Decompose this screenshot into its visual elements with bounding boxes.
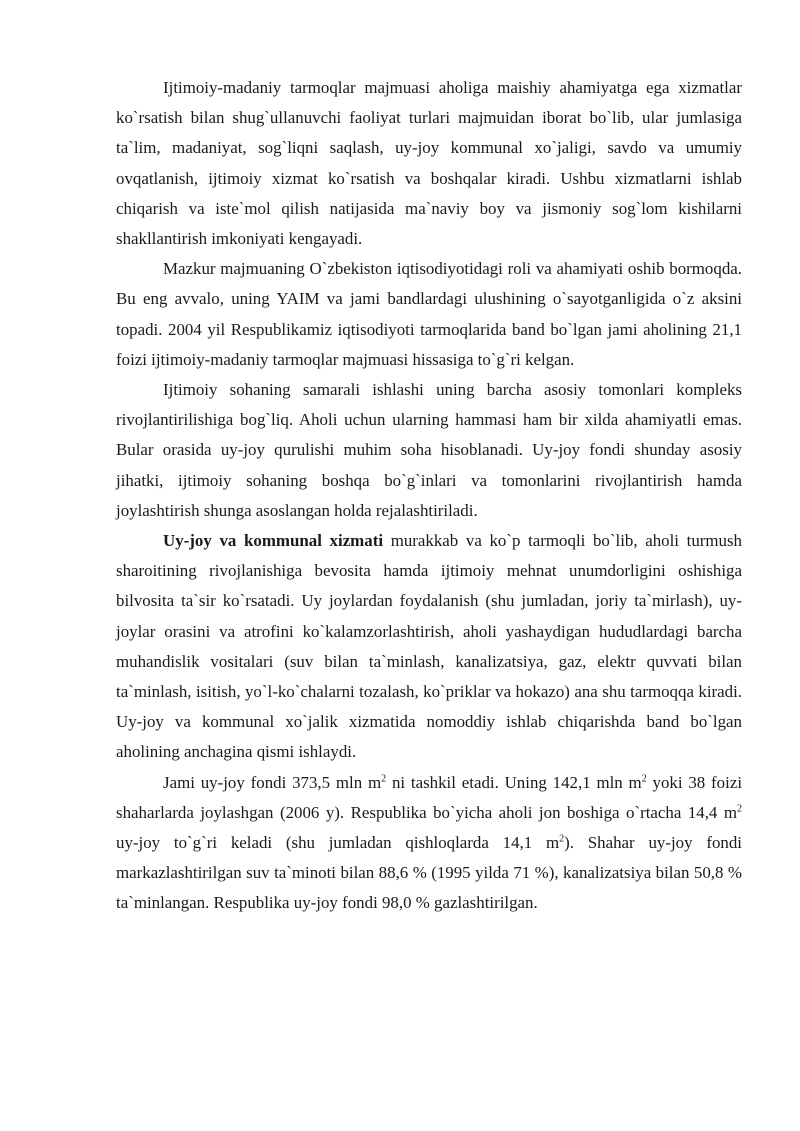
paragraph-text: Jami uy-joy fondi 373,5 mln m bbox=[163, 772, 382, 792]
superscript: 2 bbox=[737, 803, 742, 815]
paragraph-text: Ijtimoiy sohaning samarali ishlashi uning barcha asosiy tomonlari kompleks rivojlantirilishiga bog`liq. Aholi uchun ularning hammasi ham bir xilda ahamiyatli emas. Bular orasida uy-joy qurulishi muhim soha hisoblanadi. Uy-joy fondi shunday asosiy jihatki, ijtimoiy sohaning boshqa bo`g`inlari va tomonlarini rivojlantirish hamda joylashtirish shunga asoslangan holda rejalashtiriladi. bbox=[116, 380, 742, 520]
document-page bbox=[116, 73, 742, 919]
paragraph-text: yoki 38 foizi shaharlarda joylashgan (2006 y). Respublika bo`yicha aholi jon boshiga o`rtacha 14,4 m bbox=[116, 772, 743, 822]
paragraph-text: murakkab va ko`p tarmoqli bo`lib, aholi turmush sharoitining rivojlanishiga bevosita hamda ijtimoiy mehnat unumdorligini oshishiga bilvosita ta`sir ko`rsatadi. Uy joylardan foydalanish (shu jumladan, joriy ta`mirlash), uy-joylar orasini va atrofini ko`kalamzorlashtirish, aholi yashaydigan hududlardagi barcha muhandislik vositalari (suv bilan ta`minlash, kanalizatsiya, gaz, elektr quvvati bilan ta`minlash, isitish, yo`l-ko`chalarni tozalash, ko`priklar va hokazo) ana shu tarmoqqa kiradi. Uy-joy va kommunal xo`jalik xizmatida nomoddiy ishlab chiqarishda band bo`lgan aholining anchagina qismi ishlaydi. bbox=[116, 531, 743, 762]
paragraph bbox=[116, 768, 742, 919]
paragraph-text: Ijtimoiy-madaniy tarmoqlar majmuasi aholiga maishiy ahamiyatga ega xizmatlar ko`rsatish bilan shug`ullanuvchi faoliyat turlari majmuidan iborat bo`lib, ular jumlasiga ta`lim, madaniyat, sog`liqni saqlash, uy-joy kommunal xo`jaligi, savdo va umumiy ovqatlanish, ijtimoiy xizmat ko`rsatish va boshqalar kiradi. Ushbu xizmatlarni ishlab chiqarish va iste`mol qilish natijasida ma`naviy boy va jismoniy sog`lom kishilarni shakllantirish imkoniyati kengayadi. bbox=[116, 78, 742, 249]
superscript: 2 bbox=[641, 773, 647, 785]
paragraph bbox=[116, 254, 742, 375]
paragraph bbox=[116, 526, 742, 768]
paragraph bbox=[116, 375, 742, 526]
paragraph-text: uy-joy to`g`ri keladi (shu jumladan qishloqlarda 14,1 m bbox=[116, 833, 560, 853]
paragraph-text: Mazkur majmuaning O`zbekiston iqtisodiyotidagi roli va ahamiyati oshib bormoqda. Bu eng avvalo, uning YAIM va jami bandlardagi ulushining o`sayotganligida o`z aksini topadi. 2004 yil Respublikamiz iqtisodiyoti tarmoqlarida band bo`lgan jami aholining 21,1 foizi ijtimoiy-madaniy tarmoqlar majmuasi hissasiga to`g`ri kelgan. bbox=[116, 259, 742, 369]
bold-term: Uy-joy va kommunal xizmati bbox=[163, 531, 384, 551]
superscript: 2 bbox=[381, 773, 387, 785]
paragraph-text: ). Shahar uy-joy fondi markazlashtirilgan suv ta`minoti bilan 88,6 % (1995 yilda 71 %), kanalizatsiya bilan 50,8 % ta`minlangan. Respublika uy-joy fondi 98,0 % gazlashtirilgan. bbox=[116, 833, 742, 913]
superscript: 2 bbox=[559, 833, 565, 845]
paragraph-text: ni tashkil etadi. Uning 142,1 mln m bbox=[386, 772, 642, 792]
paragraph bbox=[116, 73, 742, 254]
